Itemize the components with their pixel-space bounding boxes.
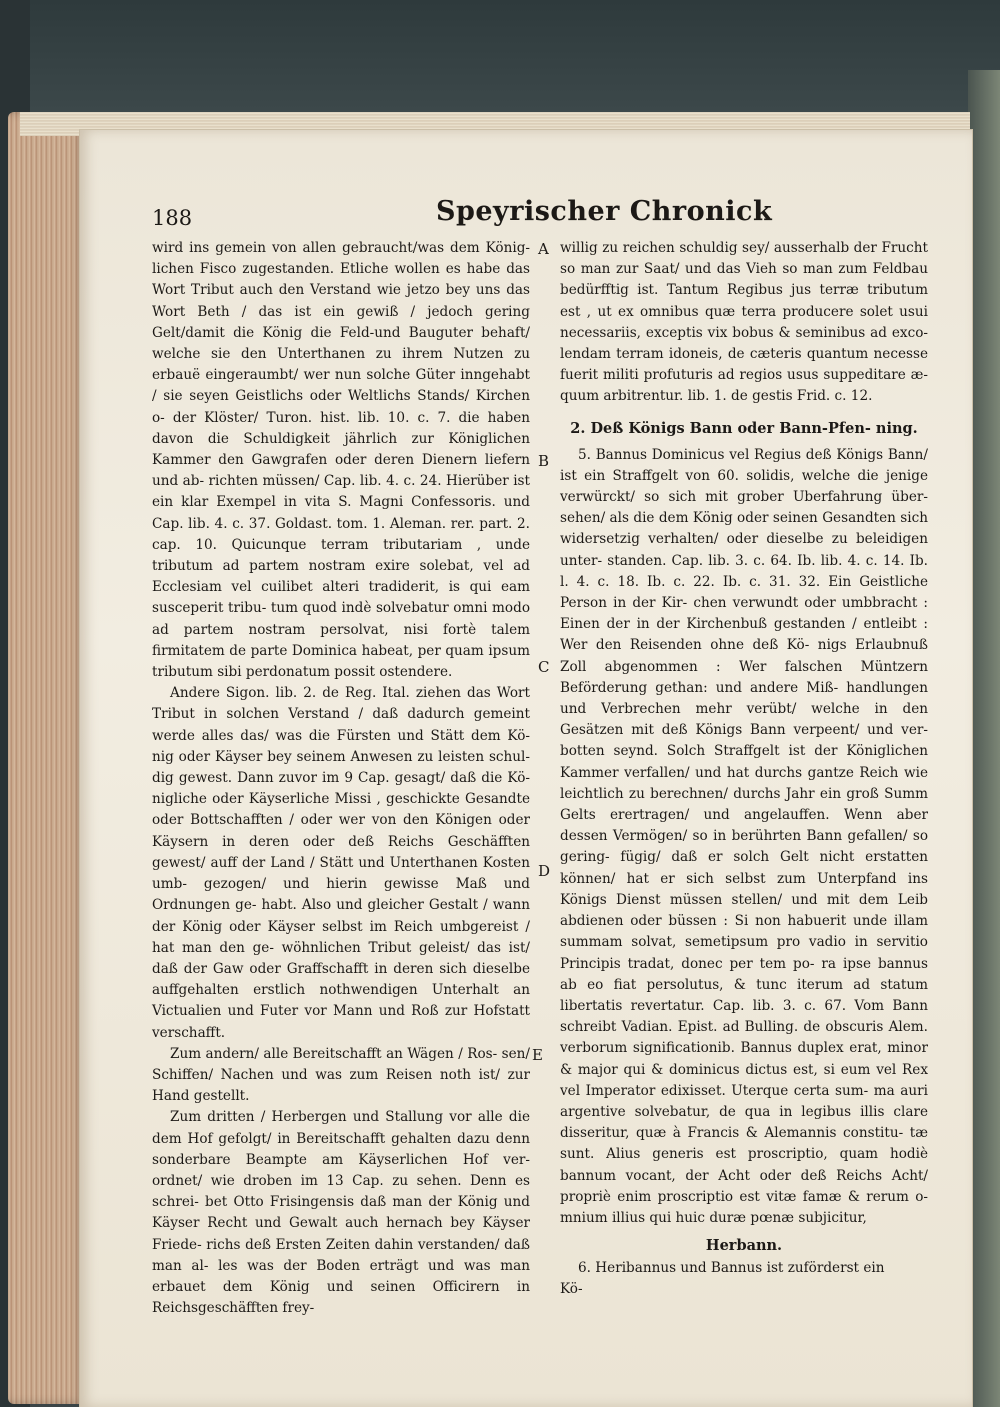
paragraph: 5. Bannus Dominicus vel Regius deß Königs Bann/ ist ein Straffgelt von 60. solidis, welche die jenige verwürckt/ so sich mit grober Uberfahrung über- sehen/ als die dem König oder seinen Gesandten sich widersetzig verhalten/ oder dieselbe zu beleidigen unter- standen. Cap. lib. 3. c. 64. Ib. lib. 4. c. 14. Ib. l. 4. c. 18. Ib. c. 22. Ib. c. 31. 32. Ein Geistliche Person in der Kir- chen verwundt oder umbbracht : Einen der in der Kirchenbuß gestanden / entleibt : Wer den Reisenden ohne deß Kö- nigs Erlaubnuß Zoll abgenommen : Wer falschen Müntzern Beförderung gethan: und andere Miß- handlungen und Verbrechen mehr verübt/ welche in den Gesätzen mit deß Königs Bann verpeent/ und ver- botten seynd. Solch Straffgelt ist der Königlichen Kammer verfallen/ und hat durchs gantze Reich wie leichtlich zu berechnen/ durchs Jahr ein groß Summ Gelts erertragen/ und angelauffen. Wenn aber dessen Vermögen/ so in berührten Bann gefallen/ so gering- fügig/ daß er solch Gelt nicht erstatten können/ hat er sich selbst zum Unterpfand ins Königs Dienst müssen stellen/ und mit dem Leib abdienen oder büssen : Si non habuerit unde illam summam solvat, semetipsum pro vadio in servitio Principis tradat, donec per tem po- ra ipse bannus ab eo fiat persolutus, & tunc iterum ad statum libertatis revertatur. Cap. lib. 3. c. 67. Vom Bann schreibt Vadian. Epist. ad Bulling. de obscuris Alem. verborum significationib. Bannus duplex erat, minor & major qui & dominicus dictus est, si eum vel Rex vel Imperator edixisset. Uterque certa sum- ma auri argentive solvebatur, de qua in legibus illis clare disseritur, quæ à Francis & Alemannis constitu- tæ sunt. Alius generis est proscriptio, quam hodiè bannum vocant, der Acht oder deß Reichs Acht/ propriè enim proscriptio est vitæ famæ & rerum o- mnium illius qui huic duræ pœnæ subjicitur,: [560, 446, 928, 1226]
book-page-edges: [8, 112, 86, 1404]
section-heading: Herbann.: [705, 1237, 783, 1255]
margin-letter: D: [538, 862, 551, 880]
backdrop: [0, 0, 1000, 120]
paragraph: Andere Sigon. lib. 2. de Reg. Ital. ziehen das Wort Tribut in solchen Verstand / daß dadurch gemeint werde alles das/ was die Fürsten und Stätt dem Kö- nig oder Käyser bey seinem Anwesen zu leisten schul- dig gewest. Dann zuvor im 9 Cap. gesagt/ daß die Kö- nigliche oder Käyserliche Missi , geschickte Gesandte oder Bottschafften / oder wer von den Königen oder Käysern in deren oder deß Reichs Geschäfften gewest/ auff der Land / Stätt und Unterthanen Kosten umb- gezogen/ und hierin gewisse Maß und Ordnungen ge- habt. Also und gleicher Gestalt / wann der König oder Käyser selbst im Reich umbgereist / hat man den ge- wöhnlichen Tribut geleist/ das ist/ daß der Gaw oder Graffschafft in deren sich dieselbe auffgehalten erstlich nothwendigen Unterhalt an Victualien und Futer vor Mann und Roß zur Hofstatt verschafft.: [152, 685, 530, 1041]
paragraph: Zum andern/ alle Bereitschafft an Wägen / Ros- sen/ Schiffen/ Nachen und was zum Reisen noth ist/ zur Hand gestellt.: [152, 1045, 530, 1105]
right-column: [560, 238, 928, 1301]
paragraph: Zum dritten / Herbergen und Stallung vor alle die dem Hof gefolgt/ in Bereitschafft gehalten dazu denn sonderbare Beampte am Käyserlichen Hof ver- ordnet/ wie droben im 13 Cap. zu sehen. Denn es schrei- bet Otto Frisingensis daß man der König und Käyser Recht und Gewalt auch hernach bey Käyser Friede- richs deß Ersten Zeiten dahin verstanden/ daß man al- les was der Boden erträgt und was man erbauet dem König und seinen Officirern in Reichsgeschäfften frey-: [152, 1109, 530, 1317]
catchword: Kö-: [560, 1281, 583, 1298]
paragraph: 6. Heribannus und Bannus ist zuförderst ein: [578, 1260, 885, 1277]
margin-letter: A: [538, 240, 549, 258]
paragraph: wird ins gemein von allen gebraucht/was dem König- lichen Fisco zugestanden. Etliche wollen es habe das Wort Tribut auch den Verstand wie jetzo bey uns das Wort Beth / das ist ein gewiß / jedoch gering Gelt/damit die König die Feld-und Bauguter behaft/ welche sie den Unterthanen zu ihrem Nutzen zu erbauë eingeraumbt/ wer nun solche Güter inngehabt / sie seyen Geistlichs oder Weltlichs Stands/ Kirchen o- der Klöster/ Turon. hist. lib. 10. c. 7. die haben davon die Schuldigkeit jährlich zur Königlichen Kammer den Gawgrafen oder deren Dienern liefern und ab- richten müssen/ Cap. lib. 4. c. 24. Hierüber ist ein klar Exempel in vita S. Magni Confessoris. und Cap. lib. 4. c. 37. Goldast. tom. 1. Aleman. rer. part. 2. cap. 10. Quicunque terram tributariam , unde tributum ad partem nostram exire solebat, vel ad Ecclesiam vel cuilibet alteri tradiderit, is qui eam susceperit tribu- tum quod indè solvebatur omni modo ad partem nostram persolvat, nisi fortè talem firmitatem de parte Dominica habeat, per quam ipsum tributum sibi perdonatum possit ostendere.: [152, 240, 530, 681]
margin-letter: E: [532, 1046, 543, 1064]
left-column: [152, 238, 530, 1319]
page-number: 188: [152, 206, 193, 230]
section-heading: 2. Deß Königs Bann oder Bann-Pfen- ning.: [570, 419, 918, 437]
running-head: Speyrischer Chronick: [436, 196, 773, 227]
margin-letter: B: [538, 452, 550, 470]
backdrop-right: [968, 70, 1000, 1407]
margin-letter: C: [538, 658, 550, 676]
paragraph: willig zu reichen schuldig sey/ ausserhalb der Frucht so man zur Saat/ und das Vieh so man zum Feldbau bedürfftig ist. Tantum Regibus jus terræ tributum est , ut ex omnibus quæ terra producere solet usui necessariis, exceptis vix bobus & seminibus ad exco- lendam terram idoneis, de cæteris quantum necesse fuerit militi profuturis ad regios usus suppeditare æ- quum arbitrentur. lib. 1. de gestis Frid. c. 12.: [560, 240, 928, 405]
